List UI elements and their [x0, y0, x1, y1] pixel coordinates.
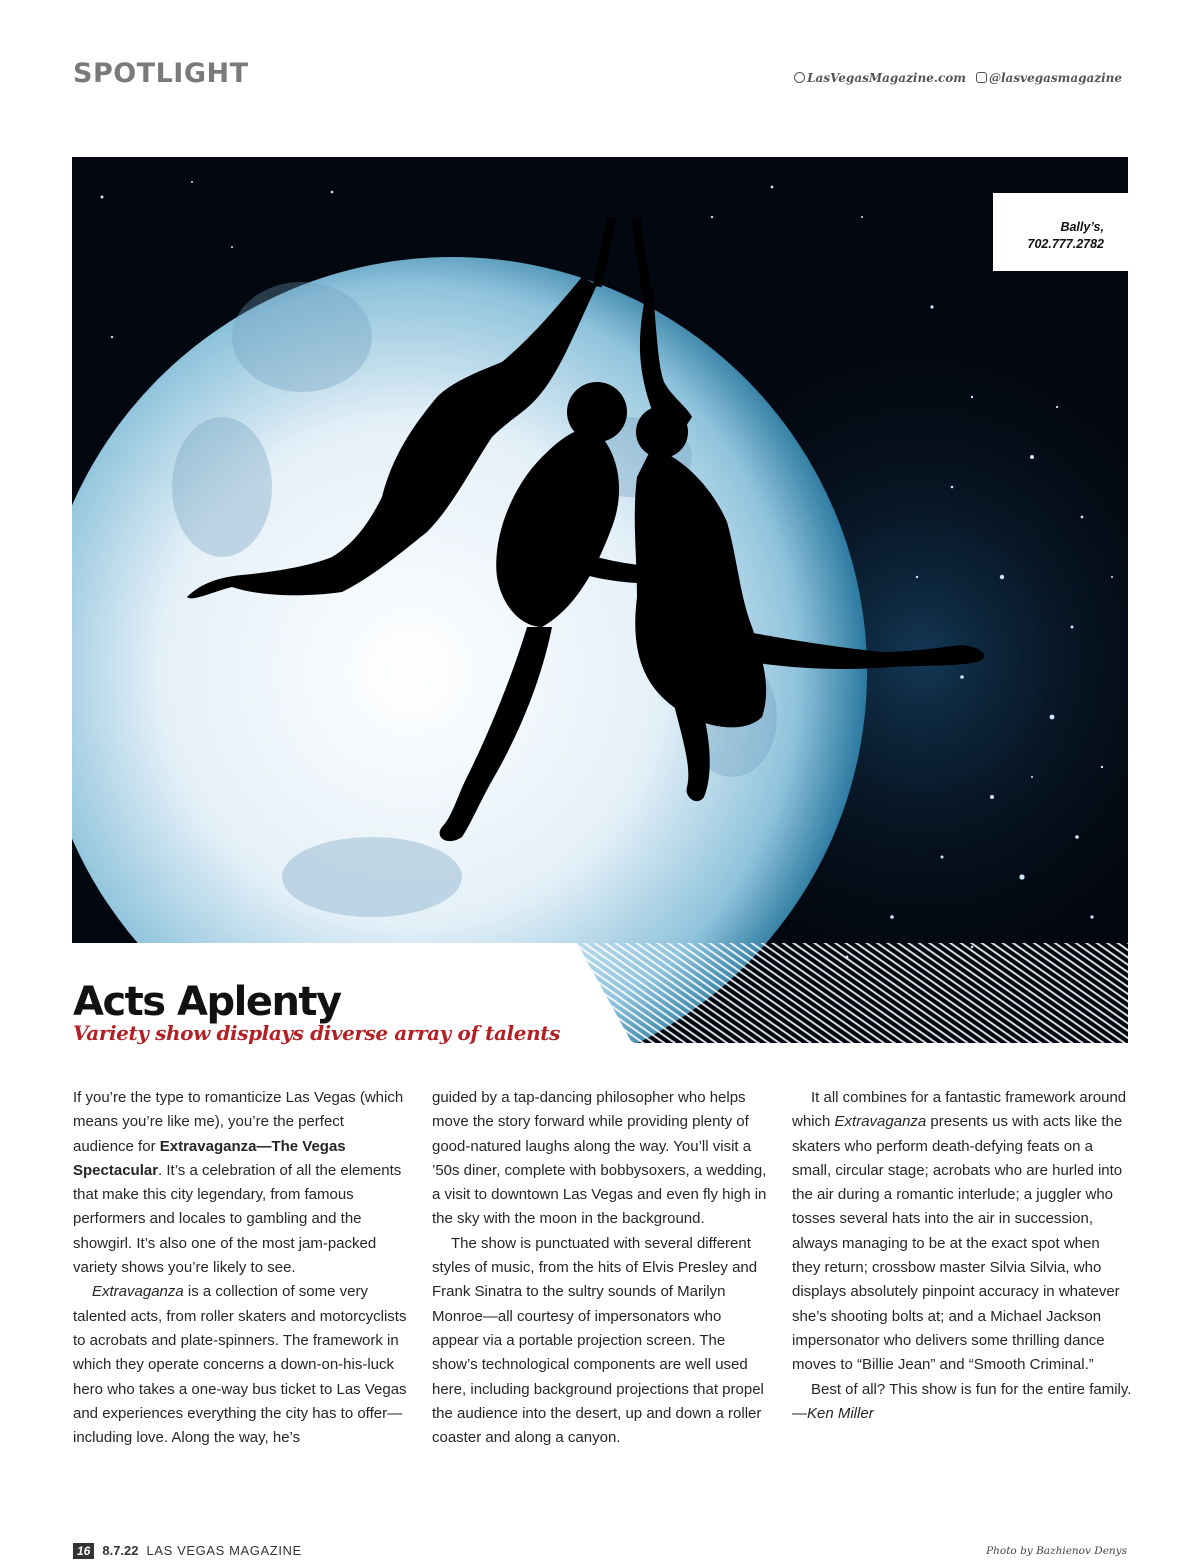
footer-folio: [73, 1543, 302, 1559]
venue-phone[interactable]: 702.777.2782: [1027, 237, 1104, 251]
text-run: If you’re the type to romanticize Las Vegas (which means you’re like me), you’re the perfect audience for: [73, 1089, 404, 1155]
show-title-bold: Extravaganza—The Vegas Spectacular: [73, 1137, 346, 1179]
venue-info-box: [993, 193, 1128, 271]
show-title-italic: Extravaganza: [92, 1283, 184, 1301]
venue-name: Bally’s,: [1060, 220, 1104, 234]
hero-photo: [72, 157, 1128, 1043]
moon-silhouette-illustration: [72, 157, 1128, 1043]
magazine-name: LAS VEGAS MAGAZINE: [146, 1543, 302, 1558]
section-label: SPOTLIGHT: [73, 58, 249, 89]
instagram-icon: [976, 72, 987, 83]
paragraph: guided by a tap-dancing philosopher who helps move the story forward while providing plenty of good-natured laughs along the way. You’ll visit a ’50s diner, complete with bobbysoxers, a wedding, a visit to downtown Las Vegas and even fly high in the sky with the moon in the background.: [432, 1089, 767, 1228]
article-column-1: [73, 1086, 407, 1450]
website-link[interactable]: LasVegasMagazine.com: [807, 71, 966, 85]
paragraph: The show is punctuated with several different styles of music, from the hits of Elvis Presley and Frank Sinatra to the sultry sounds of Marilyn Monroe—all courtesy of impersonators who appear via a portable projection screen. The show’s technological components are well used here, including background projections that propel the audience into the desert, up and down a roller coaster and along a canyon.: [432, 1234, 764, 1447]
photo-credit: Photo by Bazhienov Denys: [986, 1545, 1127, 1557]
text-run: presents us with acts like the skaters who perform death-defying feats on a small, circular stage; acrobats who are hurled into the air during a romantic interlude; a juggler who tosses several hats into the air in succession, always managing to be at the exact spot when they return; crossbow master Silvia Silvia, who displays absolutely pinpoint accuracy in whatever she’s shooting bolts at; and a Michael Jackson impersonator who delivers some thrilling dance moves to “Billie Jean” and “Smooth Criminal.”: [792, 1113, 1123, 1374]
headline: Acts Aplenty: [73, 979, 341, 1025]
social-links: [794, 71, 1122, 85]
paragraph: [792, 1086, 1132, 1378]
paragraph: [792, 1378, 1132, 1427]
page-number: 16: [73, 1543, 94, 1559]
author-name: Ken Miller: [807, 1404, 874, 1422]
subheadline: Variety show displays diverse array of talents: [73, 1021, 560, 1045]
issue-date: 8.7.22: [102, 1543, 139, 1558]
web-icon: [794, 72, 805, 83]
text-run: It all combines for a fantastic framework around which: [792, 1089, 1127, 1131]
paragraph: [73, 1280, 407, 1450]
instagram-link[interactable]: @lasvegasmagazine: [989, 71, 1122, 85]
article-column-3: [792, 1086, 1132, 1426]
article-column-2: [432, 1086, 770, 1450]
text-run: Best of all? This show is fun for the entire family. —: [792, 1380, 1132, 1422]
text-run: is a collection of some very talented acts, from roller skaters and motorcyclists to acrobats and plate-spinners. The framework in which they operate concerns a down-on-his-luck hero who takes a one-way bus ticket to Las Vegas and experiences everything the city has to offer—including love. Along the way, he’s: [73, 1283, 407, 1447]
paragraph: [73, 1086, 407, 1280]
text-run: . It’s a celebration of all the elements that make this city legendary, from famous performers and locales to gambling and the showgirl. It’s also one of the most jam-packed variety shows you’re likely to see.: [73, 1161, 402, 1277]
show-title-italic: Extravaganza: [834, 1113, 927, 1131]
